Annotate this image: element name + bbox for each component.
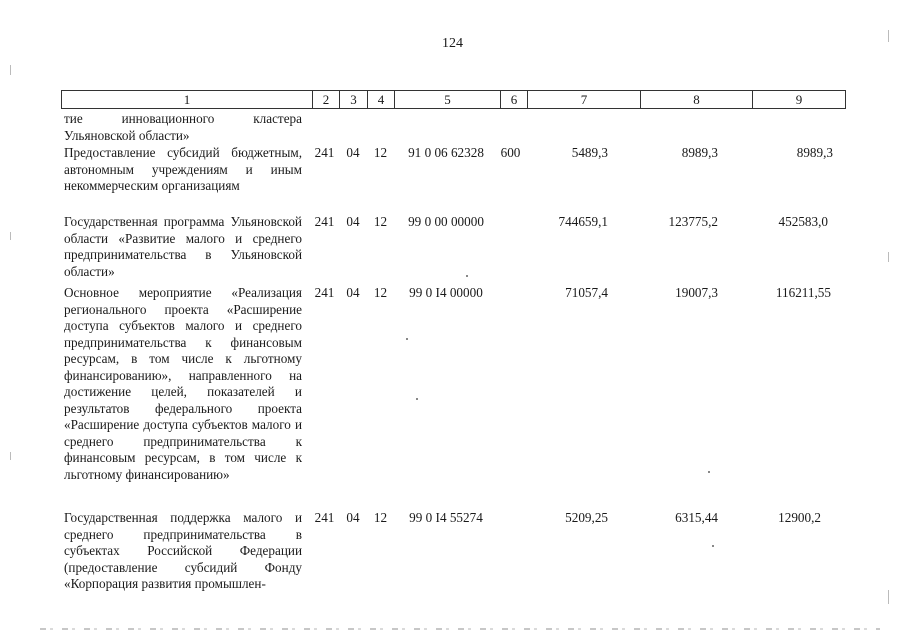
scan-speck <box>416 398 418 400</box>
cell-value-7: 744659,1 <box>558 214 608 229</box>
cell-code-3: 04 <box>346 214 360 229</box>
cell-code-3: 04 <box>346 145 360 160</box>
cell-code-2: 241 <box>314 285 335 300</box>
cell-value-7: 5489,3 <box>571 145 608 160</box>
header-col-9: 9 <box>752 91 845 108</box>
header-col-8: 8 <box>640 91 752 108</box>
scan-margin-mark <box>888 252 889 262</box>
cell-code-4: 12 <box>373 510 388 525</box>
page-number: 124 <box>442 36 463 51</box>
header-col-3: 3 <box>339 91 367 108</box>
cell-code-5: 91 0 06 62328 <box>408 145 484 160</box>
cell-value-9: 12900,2 <box>778 510 821 525</box>
scan-speck <box>708 471 710 473</box>
scan-speck <box>466 275 468 277</box>
header-col-7: 7 <box>527 91 640 108</box>
cell-value-9: 8989,3 <box>796 145 833 160</box>
cell-value-8: 8989,3 <box>681 145 718 160</box>
cell-code-4: 12 <box>373 214 388 229</box>
cell-value-9: 116211,55 <box>775 285 831 300</box>
cell-code-4: 12 <box>373 285 388 300</box>
scan-margin-mark <box>10 232 11 240</box>
scan-margin-mark <box>888 590 889 604</box>
cell-code-6: 600 <box>500 145 521 160</box>
table-header-row <box>61 90 846 109</box>
cell-value-8: 19007,3 <box>675 285 718 300</box>
cell-value-7: 5209,25 <box>565 510 608 525</box>
row-description: Основное мероприятие «Реализация регионального проекта «Расширение доступа субъектов малого и среднего предпринимательства к финансовым ресурсам, в том числе к льготному финансированию», направленного на достижение целей, показателей и результатов федерального проекта «Расширение доступа субъектов малого и среднего предпринимательства к финансовым ресурсам, в том числе к льготному финансированию» <box>64 285 302 482</box>
row-description: Государственная программа Ульяновской области «Развитие малого и среднего предпринимательства в Ульяновской области» <box>64 214 302 279</box>
cell-code-3: 04 <box>346 510 360 525</box>
header-col-6: 6 <box>500 91 527 108</box>
scan-bottom-edge <box>40 628 880 630</box>
cell-code-2: 241 <box>314 510 335 525</box>
row-description: Предоставление субсидий бюджетным, автономным учреждениям и иным некоммерческим организациям <box>64 145 302 193</box>
cell-code-5: 99 0 00 00000 <box>408 214 484 229</box>
scan-speck <box>406 338 408 340</box>
cell-code-5: 99 0 I4 55274 <box>409 510 483 525</box>
cell-code-5: 99 0 I4 00000 <box>409 285 483 300</box>
cell-code-3: 04 <box>346 285 360 300</box>
scan-margin-mark <box>888 30 889 42</box>
cell-code-2: 241 <box>314 214 335 229</box>
cell-value-8: 6315,44 <box>675 510 718 525</box>
cell-code-4: 12 <box>373 145 388 160</box>
row-description: Государственная поддержка малого и среднего предпринимательства в субъектах Российской Федерации (предоставление субсидий Фонду «Корпорация развития промышлен- <box>64 510 302 591</box>
cell-value-9: 452583,0 <box>778 214 828 229</box>
header-col-1: 1 <box>183 92 191 107</box>
cell-code-2: 241 <box>314 145 335 160</box>
scan-margin-mark <box>10 65 11 75</box>
header-col-2: 2 <box>312 91 339 108</box>
scan-speck <box>712 545 714 547</box>
cell-value-8: 123775,2 <box>668 214 718 229</box>
row-description: тие инновационного кластера Ульяновской области» <box>64 111 302 143</box>
header-col-4: 4 <box>367 91 394 108</box>
header-col-5: 5 <box>394 91 500 108</box>
scan-margin-mark <box>10 452 11 460</box>
cell-value-7: 71057,4 <box>565 285 608 300</box>
